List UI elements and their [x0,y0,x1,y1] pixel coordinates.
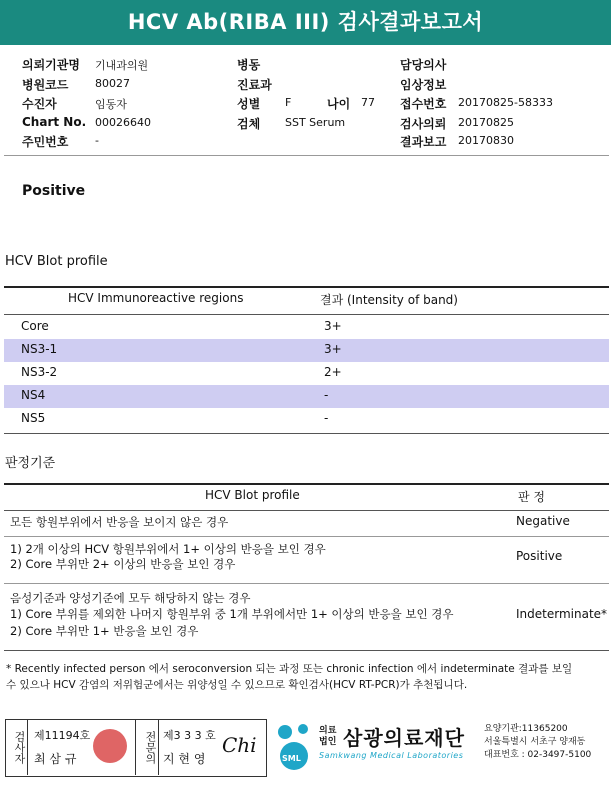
table-row [4,408,609,431]
criteria-text: 2) Core 부위만 2+ 이상의 반응을 보인 경우 [10,557,236,571]
result-cell: - [324,388,329,402]
resident-no-label: 주민번호 [22,135,69,149]
result-cell: 3+ [324,342,342,356]
table-row [4,385,609,408]
care-institution-no: 요양기관:11365200 [484,724,568,734]
divider [4,155,609,156]
table-row [4,511,609,536]
receipt-no-value: 20170825-58333 [458,96,553,109]
org-name: 삼광의료재단 [343,726,465,750]
hospital-code-label: 병원코드 [22,78,69,92]
criteria-title: 판정기준 [5,456,56,471]
sml-logo-icon [270,722,318,772]
report-title: HCV Ab(RIBA III) 검사결과보고서 [0,0,611,45]
ward-label: 병동 [237,58,261,72]
table-row [4,584,609,648]
judge-cell: Negative [516,514,570,528]
blot-col-result: 결과 (Intensity of band) [320,293,458,307]
institution-value: 기내과의원 [95,59,149,72]
criteria-text: 음성기준과 양성기준에 모두 해당하지 않는 경우 [10,591,251,605]
criteria-text: 1) Core 부위를 제외한 나머지 항원부위 중 1개 부위에서만 1+ 이상의 반응을 보인 경우 [10,607,454,621]
result-cell: - [324,411,329,425]
specialist-name: 지 현 영 [163,752,206,766]
org-type [319,726,336,748]
criteria-col-judge: 판 정 [518,490,545,504]
specimen-value: SST Serum [285,116,346,129]
table-row [4,362,609,385]
examiner-tag: 검사자 [5,719,28,775]
examinee-value: 임동자 [95,98,127,111]
judge-cell: Indeterminate* [516,607,608,621]
org-tag-line: 의료 [319,726,337,736]
org-address: 서울특별시 서초구 양재동 [484,737,586,747]
criteria-col-profile: HCV Blot profile [205,488,300,502]
examinee-label: 수진자 [22,97,57,111]
request-date-label: 검사의뢰 [400,117,447,131]
result-cell: 3+ [324,319,342,333]
doctor-label: 담당의사 [400,58,447,72]
specimen-label: 검체 [237,117,261,131]
specialist-license: 제3 3 3 호 [163,729,216,742]
criteria-table-top-border [4,483,609,485]
result-summary: Positive [22,183,86,199]
table-row [4,316,609,339]
region-cell: Core [21,319,49,333]
table-row [4,339,609,362]
criteria-table-bottom-border [4,650,609,651]
criteria-text: 1) 2개 이상의 HCV 항원부위에서 1+ 이상의 반응을 보인 경우 [10,542,326,556]
footnote-line: 수 있으나 HCV 감염의 저위험군에서는 위양성일 수 있으므로 확인검사(HCV RT-PCR)가 추천됩니다. [6,679,468,691]
judge-cell: Positive [516,549,563,563]
seal-stamp [93,729,127,763]
signature: Chi [222,733,257,757]
footnote-line: * Recently infected person 에서 seroconversion 되는 과정 또는 chronic infection 에서 indeterminate 결과를 보일 [6,663,573,675]
blot-table-top-border [4,286,609,288]
examiner-license: 제11194호 [34,729,91,742]
footnote [6,661,606,693]
age-value: 77 [361,96,375,109]
specialist-tag: 전문의 [135,719,159,775]
blot-table-bottom-border [4,433,609,434]
request-date-value: 20170825 [458,116,514,129]
criteria-text: 2) Core 부위만 1+ 반응을 보인 경우 [10,624,199,638]
chart-no-label: Chart No. [22,115,87,129]
region-cell: NS4 [21,388,46,402]
blot-col-region: HCV Immunoreactive regions [68,291,244,305]
clinical-info-label: 임상정보 [400,78,447,92]
criteria-text: 모든 항원부위에서 반응을 보이지 않은 경우 [10,515,229,529]
blot-profile-title: HCV Blot profile [5,254,108,269]
report-date-label: 결과보고 [400,135,447,149]
chart-no-value: 00026640 [95,116,151,129]
receipt-no-label: 접수번호 [400,97,447,111]
logo-text: SML [282,754,301,763]
region-cell: NS5 [21,411,46,425]
age-label: 나이 [327,97,351,111]
sex-label: 성별 [237,97,261,111]
institution-label: 의뢰기관명 [22,58,80,72]
resident-no-value: - [95,134,99,147]
examiner-name: 최 삼 규 [34,752,77,766]
sex-value: F [285,96,292,109]
org-contact [484,723,591,762]
result-cell: 2+ [324,365,342,379]
blot-header-divider [4,314,609,315]
region-cell: NS3-2 [21,365,58,379]
org-name-en: Samkwang Medical Laboratories [319,751,464,760]
region-cell: NS3-1 [21,342,58,356]
hospital-code-value: 80027 [95,77,130,90]
dept-label: 진료과 [237,78,272,92]
table-row [4,537,609,582]
report-date-value: 20170830 [458,134,514,147]
org-phone: 대표번호 : 02-3497-5100 [484,750,592,760]
org-tag-line: 법인 [319,737,337,747]
